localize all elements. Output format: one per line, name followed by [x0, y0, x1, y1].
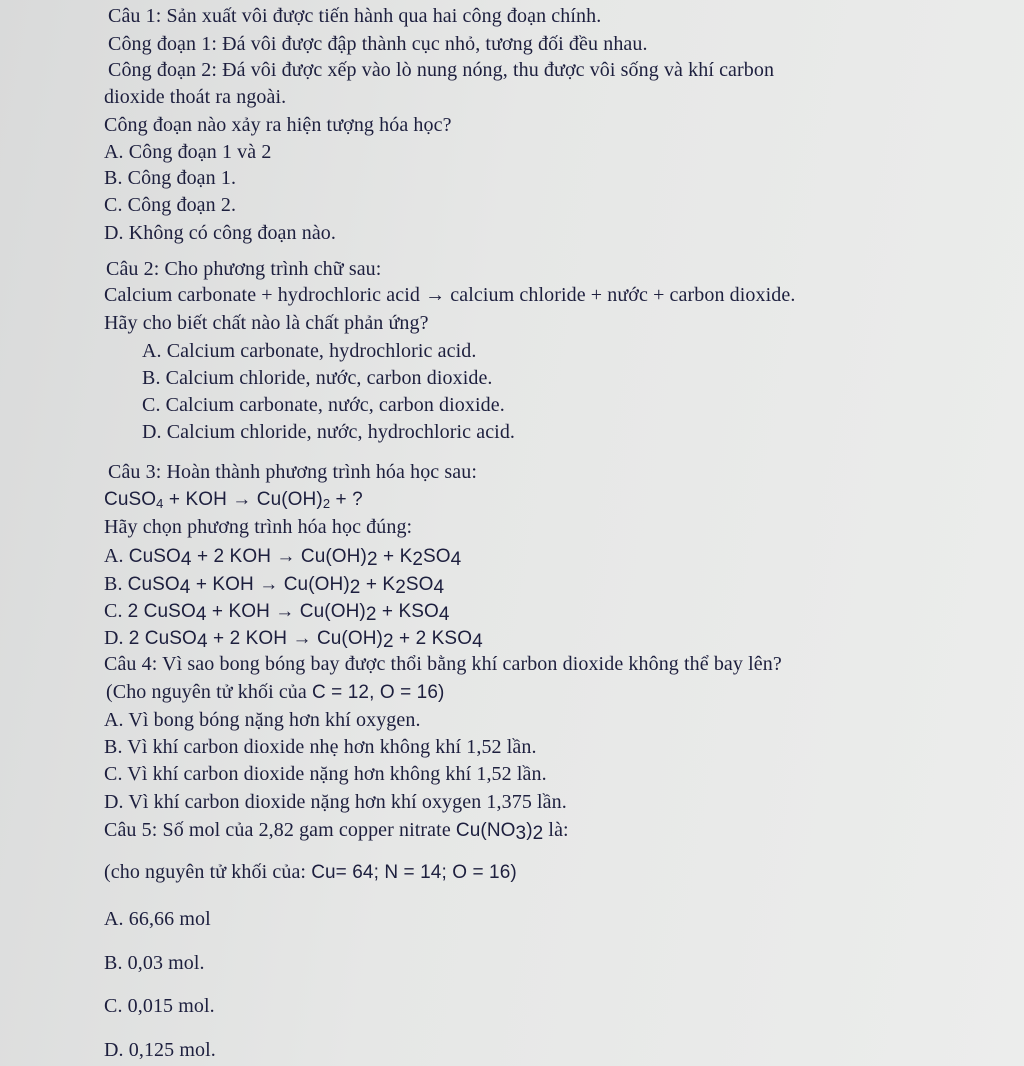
q2-option-b: B. Calcium chloride, nước, carbon dioxide.	[142, 367, 493, 389]
q3-option-a: A. CuSO$_4$ + 2 KOH → $Cu(OH)_2 + K_2SO_4$	[104, 545, 462, 570]
q1-stage1: Công đoạn 1: Đá vôi được đập thành cục nhỏ, tương đối đều nhau.	[108, 33, 648, 55]
q3-equation: CuSO$_4$ + KOH → $Cu(OH)_2$ + ?	[104, 489, 363, 511]
q2-option-a: A. Calcium carbonate, hydrochloric acid.	[142, 340, 477, 362]
q1-option-c: C. Công đoạn 2.	[104, 194, 237, 216]
q3-option-c: C. 2 CuSO$_4$ + KOH → $Cu(OH)_2 + KSO_4$	[104, 600, 450, 625]
q3-option-d: D. 2 CuSO$_4$ + 2 KOH → $Cu(OH)_2 + 2$ $KSO_4$	[104, 627, 483, 652]
q4-note: (Cho nguyên tử khối của C = 12, O = 16)	[106, 681, 445, 703]
q5-option-a: A. 66,66 mol	[104, 908, 211, 930]
q4-title: Câu 4: Vì sao bong bóng bay được thổi bằng khí carbon dioxide không thể bay lên?	[104, 653, 782, 675]
q2-equation: Calcium carbonate + hydrochloric acid → calcium chloride + nước + carbon dioxide.	[104, 284, 796, 306]
q4-option-c: C. Vì khí carbon dioxide nặng hơn không khí 1,52 lần.	[104, 763, 547, 785]
q3-question: Hãy chọn phương trình hóa học đúng:	[104, 516, 413, 538]
q5-note: (cho nguyên tử khối của: Cu= 64; N = 14; O = 16)	[104, 861, 517, 883]
q2-option-c: C. Calcium carbonate, nước, carbon dioxide.	[142, 394, 505, 416]
q1-stage2-line1: Công đoạn 2: Đá vôi được xếp vào lò nung nóng, thu được vôi sống và khí carbon	[108, 59, 775, 81]
q1-option-b: B. Công đoạn 1.	[104, 167, 237, 189]
q4-option-d: D. Vì khí carbon dioxide nặng hơn khí oxygen 1,375 lần.	[104, 791, 567, 813]
q2-option-d: D. Calcium chloride, nước, hydrochloric acid.	[142, 421, 516, 443]
q1-title: Câu 1: Sản xuất vôi được tiến hành qua hai công đoạn chính.	[108, 5, 602, 27]
q1-question: Công đoạn nào xảy ra hiện tượng hóa học?	[104, 114, 452, 136]
q3-title: Câu 3: Hoàn thành phương trình hóa học sau:	[108, 461, 477, 483]
q5-option-c: C. 0,015 mol.	[104, 995, 215, 1017]
q1-option-a: A. Công đoạn 1 và 2	[104, 141, 272, 163]
q1-stage2-line2: dioxide thoát ra ngoài.	[104, 86, 287, 108]
q5-option-b: B. 0,03 mol.	[104, 952, 205, 974]
q1-option-d: D. Không có công đoạn nào.	[104, 222, 336, 244]
q4-option-b: B. Vì khí carbon dioxide nhẹ hơn không khí 1,52 lần.	[104, 736, 537, 758]
q5-option-d: D. 0,125 mol.	[104, 1039, 216, 1061]
q2-question: Hãy cho biết chất nào là chất phản ứng?	[104, 312, 429, 334]
q3-option-b: B. CuSO$_4$ + KOH → $Cu(OH)_2 + K_2SO_4$	[104, 573, 445, 598]
q4-option-a: A. Vì bong bóng nặng hơn khí oxygen.	[104, 709, 421, 731]
q5-title: Câu 5: Số mol của 2,82 gam copper nitrate $Cu(NO_3)_2$ là:	[104, 819, 569, 844]
q2-title: Câu 2: Cho phương trình chữ sau:	[106, 258, 382, 280]
